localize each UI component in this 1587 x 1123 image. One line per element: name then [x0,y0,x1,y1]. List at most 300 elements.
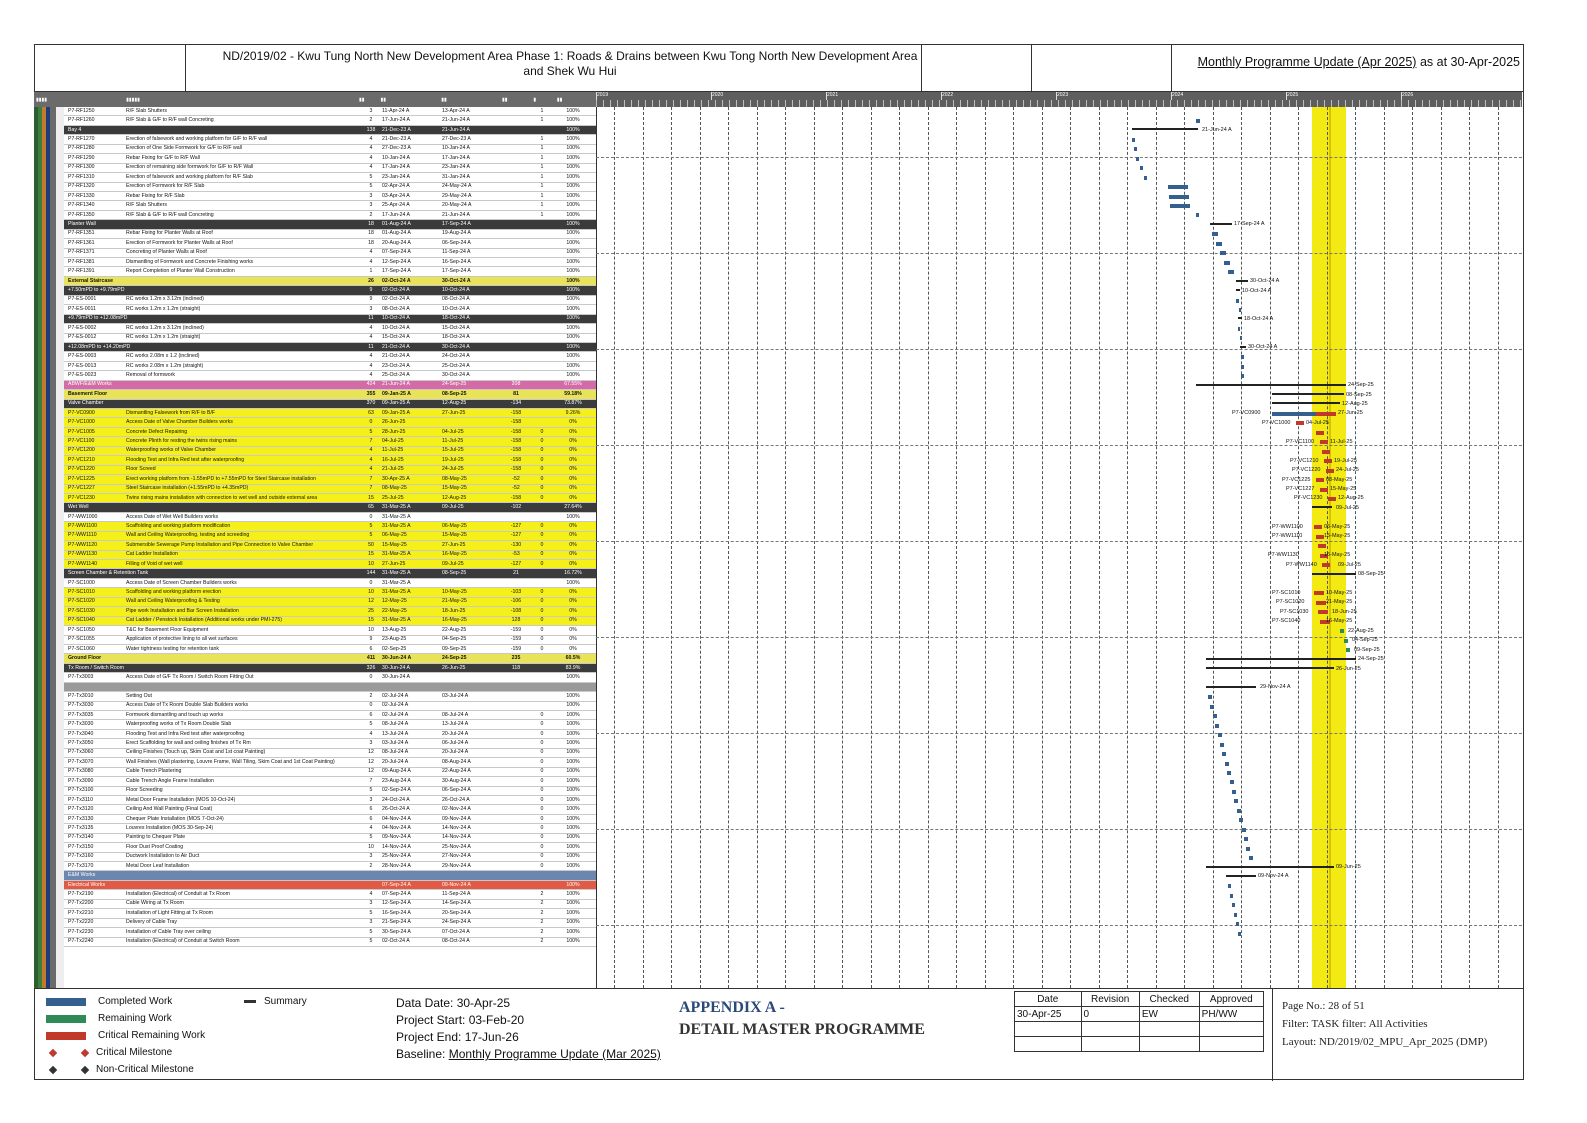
table-row[interactable] [34,900,596,909]
table-row[interactable] [34,362,596,371]
finish-date: 12-Aug-25 [442,400,467,407]
activity-name: Submersible Sewerage Pump Installation and Pipe Connection to Valve Chamber [126,541,314,548]
gantt-bar-label: 09-Sep-25 [1354,646,1380,653]
table-row[interactable] [34,183,596,192]
table-row[interactable] [34,758,596,767]
gantt-bar [1318,610,1328,614]
duration: 411 [366,655,376,662]
finish-date: 14-Nov-24 A [442,824,471,831]
gantt-gridline-vertical [1184,107,1185,988]
start-date: 09-Jan-25 A [382,400,410,407]
activity-id: Wet Well [68,504,89,511]
activity-id: P7-ES-0013 [68,362,97,369]
wbs-summary-row[interactable] [34,220,596,229]
table-row[interactable] [34,853,596,862]
bl-value: 0 [540,815,544,822]
activity-name: RC works 1.2m x 1.2m (straight) [126,334,201,341]
wbs-summary-row[interactable] [34,871,596,880]
table-row[interactable] [34,551,596,560]
duration: 18 [368,220,374,227]
table-row[interactable] [34,890,596,899]
table-row[interactable] [34,428,596,437]
finish-date: 08-May-25 [442,475,467,482]
duration: 5 [369,428,373,435]
table-row[interactable] [34,938,596,947]
table-row[interactable] [34,296,596,305]
table-row[interactable] [34,730,596,739]
gantt-gridline-vertical [1099,107,1100,988]
percent-complete: 100% [566,815,580,822]
bl-value: 0 [540,617,544,624]
percent-complete: 100% [566,154,580,161]
bl-value: 1 [540,211,544,218]
table-row[interactable] [34,588,596,597]
start-date: 09-Nov-24 A [382,834,411,841]
table-row[interactable] [34,135,596,144]
gantt-gridline-horizontal [596,445,1522,446]
title-line-1: ND/2019/02 - Kwu Tung North New Development Area Phase 1: Roads & Drains between Kwu Tong North New Development Area [222,49,918,63]
start-date: 09-Jan-25 A [382,409,410,416]
activity-name: RC works 2.08m x 1.2 (inclined) [126,353,200,360]
finish-date: 09-Nov-24 A [442,881,471,888]
activity-id: P7-SC1000 [68,579,95,586]
percent-complete: 83.9% [565,664,581,671]
total-float: -52 [512,485,520,492]
legend-label: Critical Milestone [96,1047,173,1058]
table-row[interactable] [34,928,596,937]
gantt-gridline-horizontal [596,349,1522,350]
percent-complete: 0% [569,522,577,529]
table-row[interactable] [34,201,596,210]
gantt-bar [1234,913,1237,917]
gantt-bar-label: 11-Jul-25 [1330,438,1353,445]
wbs-summary-row[interactable] [34,881,596,890]
activity-id: Basement Floor [68,390,108,397]
table-row[interactable] [34,230,596,239]
table-row[interactable] [34,116,596,125]
activity-id: +12.08mPD to +14.20mPD [68,343,131,350]
activity-id: P7-Tx2240 [68,938,94,945]
percent-complete: 100% [566,164,580,171]
percent-complete: 100% [566,296,580,303]
wbs-summary-row[interactable] [34,286,596,295]
table-row[interactable] [34,645,596,654]
percent-complete: 0% [569,447,577,454]
activity-id: E&M Works [68,872,96,879]
start-date: 25-Oct-24 A [382,371,410,378]
table-row[interactable] [34,352,596,361]
rev-checked: EW [1139,1007,1199,1022]
wbs-summary-row[interactable] [34,654,596,663]
table-row[interactable] [34,824,596,833]
gantt-bar-label: 18-Oct-24 A [1244,315,1274,322]
table-row[interactable] [34,239,596,248]
table-row[interactable] [34,145,596,154]
table-row[interactable] [34,192,596,201]
table-row[interactable] [34,371,596,380]
table-row[interactable] [34,409,596,418]
duration: 5 [369,928,373,935]
start-date: 31-Mar-25 A [382,522,411,529]
percent-complete: 100% [566,353,580,360]
total-float: -159 [510,636,522,643]
start-date: 31-Mar-25 A [382,570,411,577]
start-date: 23-Jan-24 A [382,173,410,180]
wbs-summary-row[interactable] [34,381,596,390]
start-date: 23-Oct-24 A [382,362,410,369]
activity-id: P7-RF1300 [68,164,95,171]
wbs-summary-row[interactable] [34,503,596,512]
activity-id: P7-Tx2230 [68,928,94,935]
start-date: 26-Oct-24 A [382,806,410,813]
gantt-bar [1230,894,1233,898]
table-row[interactable] [34,532,596,541]
start-date: 21-Jun-24 A [382,381,410,388]
table-row[interactable] [34,267,596,276]
table-row[interactable] [34,607,596,616]
start-date: 30-Apr-25 A [382,475,410,482]
table-row[interactable] [34,834,596,843]
activity-name: Access Date of G/F Tx Room / Switch Room Fitting Out [126,673,254,680]
total-float: -158 [510,466,522,473]
gantt-gridline-vertical [928,107,929,988]
gantt-gridline-vertical [1270,107,1271,988]
percent-complete: 0% [569,598,577,605]
gantt-bar [1236,280,1248,282]
duration: 2 [369,692,373,699]
table-row[interactable] [34,154,596,163]
activity-id: P7-SC1010 [68,589,95,596]
percent-complete: 100% [566,173,580,180]
activity-name: R/F Slab & G/F to R/F wall Concreting [126,117,214,124]
legend-remaining [46,1010,205,1027]
wbs-summary-row[interactable] [34,569,596,578]
activity-id: P7-SC1050 [68,626,95,633]
finish-date: 10-May-25 [442,589,467,596]
duration: 3 [369,900,373,907]
finish-date: 10-Oct-24 A [442,305,470,312]
activity-id: P7-SC1030 [68,607,95,614]
gantt-bar-label: 15-May-25 [1330,486,1357,492]
start-date: 31-Mar-25 A [382,589,411,596]
start-date: 09-Aug-24 A [382,768,411,775]
bl-value: 0 [540,589,544,596]
duration: 12 [368,749,374,756]
bl-value: 0 [540,636,544,643]
activity-name: Ceiling And Wall Painting (Final Coat) [126,806,213,813]
table-row[interactable] [34,485,596,494]
finish-date: 19-Jul-25 [442,456,464,463]
percent-complete: 100% [566,862,580,869]
table-row[interactable] [34,466,596,475]
percent-complete: 100% [566,145,580,152]
gantt-bar [1230,780,1234,784]
gantt-bar [1344,639,1348,643]
duration: 5 [369,173,373,180]
gantt-bar [1206,866,1334,868]
wbs-summary-row[interactable] [34,664,596,673]
wbs-summary-row[interactable] [34,315,596,324]
percent-complete: 67.55% [564,381,582,388]
gantt-bar [1237,809,1241,813]
gantt-bar-label: 10-May-25 [1326,589,1353,596]
activity-name: Erection of falsework and working platform for G/F to R/F wall [126,136,268,143]
start-date: 25-Nov-24 A [382,853,411,860]
duration: 4 [369,466,373,473]
finish-date: 30-Oct-24 A [442,371,470,378]
activity-id: P7-RF1350 [68,211,95,218]
table-row[interactable] [34,919,596,928]
table-row[interactable] [34,768,596,777]
activity-name: Erect Scaffolding for wall and ceiling finishes of Tx Rm [126,740,251,747]
revision-empty-row [1015,1037,1264,1052]
activity-name: R/F Slab Shutters [126,107,167,114]
gantt-bar-label: 12-Aug-25 [1342,400,1368,407]
table-row[interactable] [34,418,596,427]
table-row[interactable] [34,598,596,607]
percent-complete: 100% [566,938,580,945]
percent-complete: 0% [569,541,577,548]
gantt-bar-label: 08-Sep-25 [1358,571,1384,578]
table-row[interactable] [34,579,596,588]
duration: 12 [368,758,374,765]
gantt-bar-label: 29-Nov-24 A [1260,684,1291,691]
bl-value: 2 [540,919,544,926]
table-row[interactable] [34,796,596,805]
legend-critical-milestone [46,1044,205,1061]
finish-date: 11-Sep-24 A [442,249,471,256]
table-row[interactable] [34,862,596,871]
duration: 4 [369,145,373,152]
duration: 5 [369,938,373,945]
col-header-activity-name: ▮▮▮▮▮ [126,96,140,103]
table-row[interactable] [34,541,596,550]
duration: 65 [368,504,374,511]
percent-complete: 100% [566,230,580,237]
duration: 4 [369,164,373,171]
table-row[interactable] [34,456,596,465]
gantt-bar [1316,535,1324,539]
duration: 15 [368,617,374,624]
duration: 4 [369,362,373,369]
gantt-bar-label: 21-May-25 [1326,599,1353,606]
gantt-bar [1232,903,1235,907]
finish-date: 27-Nov-24 A [442,853,471,860]
gantt-bar [1238,317,1242,319]
table-row[interactable] [34,843,596,852]
finish-date: 12-Aug-25 [442,494,467,501]
table-row[interactable] [34,617,596,626]
activity-id: P7-Tx3060 [68,749,94,756]
gantt-bar [1236,289,1240,291]
duration: 4 [369,730,373,737]
wbs-summary-row[interactable] [34,683,596,692]
start-date: 07-Sep-24 A [382,881,411,888]
start-date: 10-Jan-24 A [382,154,410,161]
table-row[interactable] [34,522,596,531]
legend-swatch-critical [46,1032,86,1040]
finish-date: 30-Oct-24 A [442,277,471,284]
table-row[interactable] [34,720,596,729]
total-float: -159 [510,626,522,633]
table-row[interactable] [34,805,596,814]
percent-complete: 100% [566,928,580,935]
total-float: 81 [513,390,519,397]
table-row[interactable] [34,324,596,333]
table-row[interactable] [34,475,596,484]
wbs-summary-row[interactable] [34,400,596,409]
table-row[interactable] [34,249,596,258]
duration: 5 [369,721,373,728]
table-row[interactable] [34,711,596,720]
table-row[interactable] [34,692,596,701]
gantt-bar [1236,299,1239,303]
header-divider [1031,45,1032,91]
activity-id: P7-RF1340 [68,202,95,209]
total-float: -134 [510,400,522,407]
duration: 4 [369,353,373,360]
finish-date: 21-Jun-24 A [442,126,470,133]
gantt-bar [1168,185,1188,189]
bl-value: 0 [540,796,544,803]
table-row[interactable] [34,107,596,116]
table-row[interactable] [34,909,596,918]
percent-complete: 100% [566,220,580,227]
col-header-total-float: ▮▮ [501,96,508,103]
percent-complete: 100% [566,258,580,265]
table-row[interactable] [34,258,596,267]
gantt-chart [596,92,1522,988]
start-date: 15-May-25 [382,541,407,548]
gantt-gridline-vertical [1441,107,1442,988]
gantt-gridline-vertical [757,107,758,988]
legend-completed [46,993,205,1010]
percent-complete: 100% [566,702,580,709]
wbs-summary-row[interactable] [34,390,596,399]
gantt-gridline-horizontal [596,733,1522,734]
gantt-bar-label: 27-Jun-25 [1338,410,1363,417]
activity-name: Access Date of Tx Room Double Slab Builders works [126,702,249,709]
finish-date: 11-Jul-25 [442,438,464,445]
table-row[interactable] [34,305,596,314]
percent-complete: 0% [569,645,577,652]
finish-date: 21-Jun-24 A [442,211,470,218]
table-row[interactable] [34,164,596,173]
duration: 12 [368,768,374,775]
duration: 5 [369,909,373,916]
bl-value: 2 [540,891,544,898]
activity-id: P7-VC1000 [68,419,95,426]
table-row[interactable] [34,636,596,645]
finish-date: 14-Sep-24 A [442,900,471,907]
gantt-bar [1226,875,1256,877]
percent-complete: 0% [569,494,577,501]
gantt-gridline-vertical [1070,107,1071,988]
percent-complete: 100% [566,579,580,586]
activity-name: Erect working platform from -1.55mPD to +7.55mPD for Steel Staircase installation [126,475,316,482]
percent-complete: 0% [569,551,577,558]
table-row[interactable] [34,334,596,343]
gantt-gridline-horizontal [596,541,1522,542]
percent-complete: 100% [566,891,580,898]
timescale-year: 2021 [826,92,942,100]
table-row[interactable] [34,702,596,711]
total-float: -127 [510,560,522,567]
table-row[interactable] [34,673,596,682]
total-float: -106 [510,598,522,605]
wbs-summary-row[interactable] [34,277,596,286]
table-row[interactable] [34,777,596,786]
gantt-bar [1296,421,1304,425]
gantt-bar-label: P7-VC1227 [1286,486,1315,492]
activity-id: External Staircase [68,277,113,284]
gantt-bar [1322,563,1330,567]
table-row[interactable] [34,787,596,796]
activity-name: Wall and Ceiling Waterproofing & Testing [126,598,220,605]
rev-header-date: Date [1015,992,1082,1007]
activity-name: Twins rising mains installation with connection to wet well and outside external area [126,494,318,501]
gantt-bar [1239,308,1241,312]
col-header-bl: ▮ [533,96,537,103]
activity-id: P7-Tx3160 [68,853,94,860]
table-row[interactable] [34,494,596,503]
activity-name: Painting to Chequer Plate [126,834,186,841]
table-row[interactable] [34,560,596,569]
finish-date: 31-Jan-24 A [442,173,470,180]
start-date: 10-Oct-24 A [382,324,410,331]
activity-id: Planter Wall [68,220,96,227]
wbs-summary-row[interactable] [34,126,596,135]
percent-complete: 100% [566,334,580,341]
timescale-month-ticks [596,100,1522,107]
activity-id: P7-RF1320 [68,183,95,190]
start-date: 02-Sep-24 A [382,787,411,794]
gantt-bar [1244,837,1248,841]
table-header [34,92,596,107]
activity-name: Flooding Test and Infra Red test after waterproofing [126,730,245,737]
table-row[interactable] [34,437,596,446]
gantt-bar-label: 15-May-25 [1324,533,1351,540]
gantt-bar-label: 09-Nov-24 A [1258,873,1289,880]
header-divider [921,45,922,91]
finish-date: 17-Sep-24 A [442,220,471,227]
table-row[interactable] [34,739,596,748]
bl-value: 0 [540,711,544,718]
table-row[interactable] [34,749,596,758]
percent-complete: 0% [569,485,577,492]
wbs-summary-row[interactable] [34,343,596,352]
table-row[interactable] [34,447,596,456]
activity-id: P7-ES-0002 [68,324,97,331]
activity-rows [34,107,596,947]
table-row[interactable] [34,815,596,824]
activity-id: P7-Tx3170 [68,862,94,869]
bl-value: 0 [540,645,544,652]
table-row[interactable] [34,211,596,220]
finish-date: 20-Sep-24 A [442,909,471,916]
table-row[interactable] [34,173,596,182]
gantt-gridline-vertical [1213,107,1214,988]
gantt-bar [1272,402,1340,404]
table-row[interactable] [34,513,596,522]
col-header-duration: ▮▮ [358,96,365,103]
legend-label: Completed Work [98,996,173,1007]
total-float: -108 [510,607,522,614]
finish-date: 08-Jul-24 A [442,711,469,718]
table-row[interactable] [34,626,596,635]
duration: 15 [368,551,374,558]
activity-id: P7-WW1000 [68,513,98,520]
